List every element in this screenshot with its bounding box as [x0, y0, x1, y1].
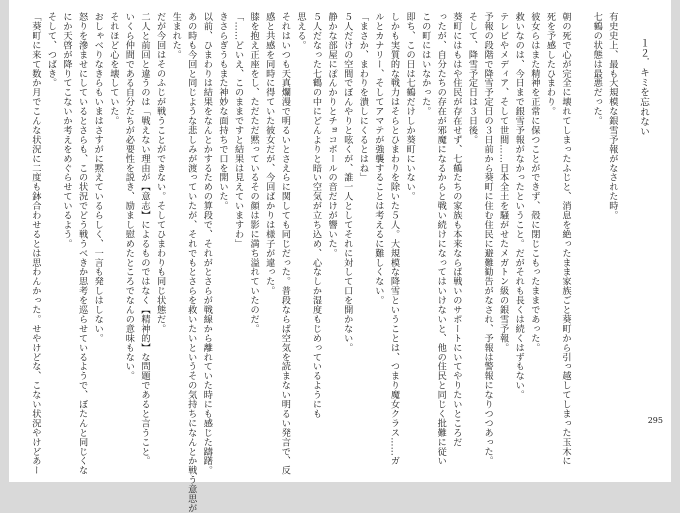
page-number: 295: [647, 416, 663, 425]
text-line: [620, 12, 636, 442]
text-line: 「……どいえ、このままですと結果は見えていますわ」: [232, 12, 244, 249]
text-line: 有史史上、最も大規模な銀雪予報がなされた時。: [606, 12, 618, 220]
text-line: 「葵町に来て数か月でこんな状況に二度も鉢合わせるとは思わんかった。せやけどな、こない状況やけどあー: [29, 12, 41, 476]
text-line: テレビやメディア、そして世間……日本全土を騒がせたメガトン級の銀雪予報。: [497, 12, 509, 353]
text-line: だが今回はそのふじが戦うことができない。そしてひまわりも同じ状態だ。: [154, 12, 166, 334]
chapter-title: １２．キミを忘れない: [638, 38, 649, 137]
text-line: ルとカナリー、そしてアマテが強襲することは考えるに難しくない。: [372, 12, 384, 305]
text-line: 感と共感を同時に得ていた彼女だが、今回ばかりは様子が違った。: [263, 12, 275, 296]
text-line: ったが、自分たちの存在が邪魔になるからと戦い続けになってはいけないと、他の住民と同じく批難に従い: [435, 12, 447, 466]
text-line: きさらぎうもまた神妙な面持ちで口を開いた。: [216, 12, 228, 211]
text-line: おしゃべりなきらもいまはさすがに黙えているらしく、一言も発しはしない。: [92, 12, 104, 343]
text-line: [573, 12, 589, 442]
text-line: 静かな部屋にぽんかりとチョコボールの音だけが響いた。: [326, 12, 338, 258]
text-line: 彼女らはまた精神を正常に保つことができず、殻に閉じこもったままであった。: [528, 12, 540, 353]
text-line: ５人だけの空間でぼんやりと呟くが、誰一人としてそれに対して口を開かない。: [341, 12, 353, 353]
text-line: それはいつも天真爛漫で明るいとさえらに関しても同じだった。普段ならば空気を読まない明るい発言で、反: [279, 12, 291, 476]
text-line: そして、降雪予定日は３日後。: [466, 12, 478, 145]
text-line: にか天啓が降りてこないか考えをめぐらせているよう。: [61, 12, 73, 249]
text-line: 死を予感したひまわり。: [544, 12, 556, 116]
text-line: いくら仲間である自分たちが必要性を説き、励まし慰めたところでなんの意味もない。: [123, 12, 135, 381]
text-line: 救いなのは、今日まで銀雪予報がなかったということ。だがそれも長くは続くはずもない。: [513, 12, 525, 400]
text-line: 思える。: [294, 12, 306, 50]
text-line: 以前、ひまわりは結果をなんとかするための算段で、それがとさらが戦線から離れていた時にも感じた躊躇。: [201, 12, 213, 476]
text-line: 朝の死で心が完全に壊れてしまったふじと、消息を絶ったまま家族ごと葵町から引っ越してしまった玉木に: [560, 12, 572, 466]
text-line: 膝を抱え正座をし、ただただ黙っているその顔は影に満ち溢れていたのだ。: [248, 12, 260, 334]
text-line: あの時も今回と同じような悲しみが渡っていたが、それでもとさらを救いたいというその気持ちになんとか戦う意思が: [185, 12, 197, 513]
text-line: 二人と前回と違うのは「戦えない理由が【意志】によるものではなく【精神的】な問題であると言うこと。: [139, 12, 150, 466]
text-line: 予報の段階で降雪予定日の３日前から葵町に住む住民に避難勧告がなされ、予報は警報になりつつあった。: [482, 12, 494, 466]
text-line: 怒りを滲ませにしているとさらも、この状況でどう戦うべきか思考を巡らせているようで、ぼたんと同じくな: [76, 12, 88, 476]
text-line: 葵町にはもはや住民が存在せず、七鶴たちの家族も本来ならば戦いのサポートにいてやりたいところだ: [450, 12, 462, 447]
text-line: そして、つばき。: [45, 12, 57, 88]
book-page: [9, 0, 671, 513]
text-line: 七鶴の状態は最悪だった。: [591, 12, 603, 126]
text-line: しかも実質的な戦力はそらとひまわりを除いた５人。大規模な降雪ということは、つまり魔女クラス……ガ: [388, 12, 400, 466]
text-line: それほど心を壊していた。: [107, 12, 119, 126]
text-line: 「まさか、まわりを潰しにくるとはね」: [357, 12, 369, 183]
text-line: 生まれた。: [170, 12, 182, 60]
text-line: ５人だなった七鶴の中にどんよりと暗い空気が立ち込め、心なしか湿度もじめっているようにも: [310, 12, 322, 419]
vertical-text-body: [27, 12, 651, 513]
text-line: この町にはいなかった。: [419, 12, 431, 116]
text-line: 即ち、この日は七鶴だけしか葵町にいない。: [404, 12, 416, 201]
